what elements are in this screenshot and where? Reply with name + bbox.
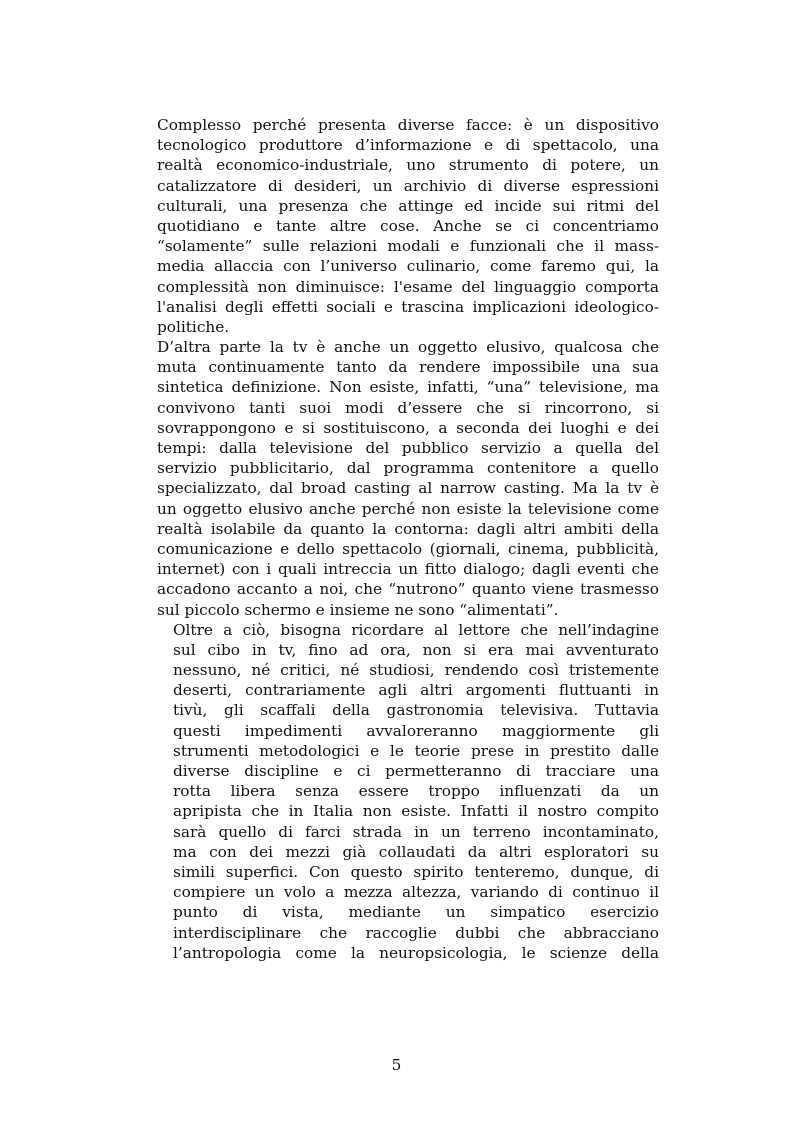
text-line: “solamente” sulle relazioni modali e funzionali che il mass- [157, 237, 659, 256]
text-line: quotidiano e tante altre cose. Anche se ci concentriamo [157, 216, 659, 235]
text-line: politiche. [157, 317, 230, 336]
text-line: sul cibo in tv, fino ad ora, non si era mai avventurato [173, 640, 659, 659]
text-line: complessità non diminuisce: l'esame del linguaggio comporta [157, 277, 659, 296]
text-line: nessuno, né critici, né studiosi, rendendo così tristemente [173, 661, 659, 680]
text-line: l’antropologia come la neuropsicologia, le scienze della [173, 943, 659, 962]
text-line: tecnologico produttore d’informazione e di spettacolo, una [157, 136, 659, 155]
paragraph-3-indented [173, 620, 659, 963]
text-line: tempi: dalla televisione del pubblico servizio a quella del [157, 439, 659, 457]
text-line: accadono accanto a noi, che “nutrono” quanto viene trasmesso [157, 580, 659, 599]
text-line: questi impedimenti avvaloreranno maggiormente gli [173, 721, 659, 740]
text-line: deserti, contrariamente agli altri argomenti fluttuanti in [173, 681, 659, 700]
text-line: realtà isolabile da quanto la contorna: dagli altri ambiti della [157, 519, 659, 538]
text-line: servizio pubblicitario, dal programma contenitore a quello [157, 459, 659, 478]
text-line: catalizzatore di desideri, un archivio di diverse espressioni [157, 176, 659, 195]
text-line: Oltre a ciò, bisogna ricordare al lettore che nell’indagine [173, 620, 659, 639]
text-line: strumenti metodologici e le teorie prese in prestito dalle [173, 741, 659, 760]
text-line: culturali, una presenza che attinge ed incide sui ritmi del [157, 196, 659, 215]
text-line: convivono tanti suoi modi d’essere che si rincorrono, si [157, 398, 659, 417]
paragraph-1 [157, 115, 659, 337]
text-line: ma con dei mezzi già collaudati da altri esploratori su [173, 842, 659, 861]
paragraph-2 [157, 337, 659, 620]
text-line: Complesso perché presenta diverse facce: è un dispositivo [157, 116, 659, 134]
text-line: D’altra parte la tv è anche un oggetto elusivo, qualcosa che [157, 338, 659, 357]
body-text [157, 115, 659, 963]
text-line: muta continuamente tanto da rendere impossibile una sua [157, 358, 659, 377]
text-line: sul piccolo schermo e insieme ne sono “alimentati”. [157, 600, 559, 619]
text-line: punto di vista, mediante un simpatico esercizio [173, 903, 659, 922]
text-line: specializzato, dal broad casting al narrow casting. Ma la tv è [157, 479, 659, 498]
text-line: compiere un volo a mezza altezza, variando di continuo il [173, 883, 659, 902]
text-line: rotta libera senza essere troppo influenzati da un [173, 782, 659, 801]
text-line: realtà economico-industriale, uno strumento di potere, un [157, 156, 659, 175]
text-line: diverse discipline e ci permetteranno di tracciare una [173, 762, 659, 780]
page-number: 5 [391, 1056, 402, 1074]
text-line: internet) con i quali intreccia un fitto dialogo; dagli eventi che [157, 560, 659, 579]
text-line: apripista che in Italia non esiste. Infatti il nostro compito [173, 802, 659, 821]
text-line: un oggetto elusivo anche perché non esiste la televisione come [157, 499, 659, 518]
text-line: tivù, gli scaffali della gastronomia televisiva. Tuttavia [173, 701, 659, 720]
text-line: interdisciplinare che raccoglie dubbi che abbracciano [173, 923, 659, 942]
text-line: simili superfici. Con questo spirito tenteremo, dunque, di [173, 862, 659, 881]
text-line: media allaccia con l’universo culinario, come faremo qui, la [157, 257, 659, 276]
text-line: comunicazione e dello spettacolo (giornali, cinema, pubblicità, [157, 539, 659, 558]
text-line: l'analisi degli effetti sociali e trascina implicazioni ideologico- [157, 297, 659, 316]
text-line: sovrappongono e si sostituiscono, a seconda dei luoghi e dei [157, 418, 659, 437]
text-line: sintetica definizione. Non esiste, infatti, “una” televisione, ma [157, 378, 659, 397]
text-line: sarà quello di farci strada in un terreno incontaminato, [173, 822, 659, 841]
